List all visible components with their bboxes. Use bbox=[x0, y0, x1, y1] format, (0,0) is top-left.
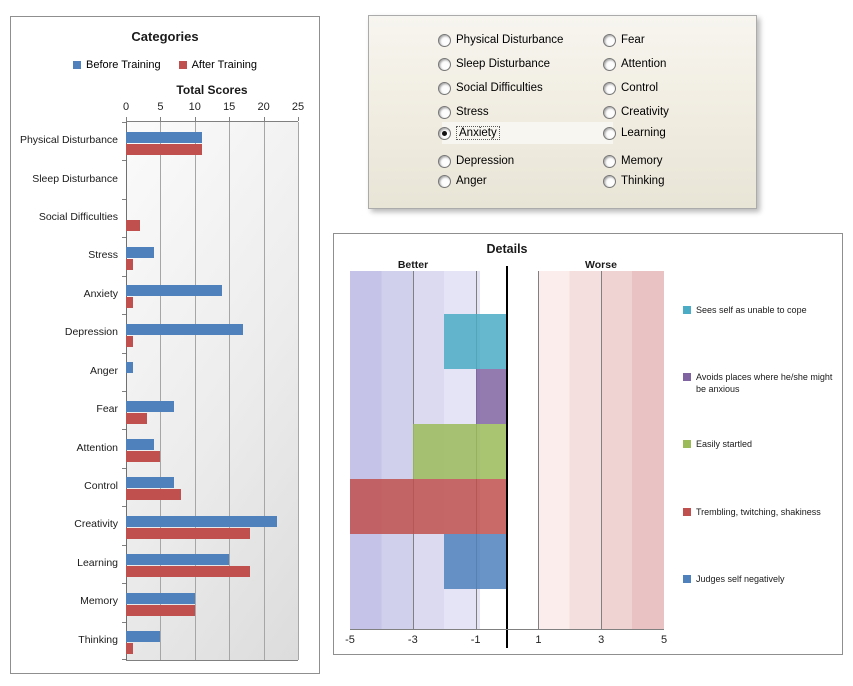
bar-after-training-social-difficulties bbox=[126, 220, 140, 231]
bar-avoids-places-where-he-she-might-be-anxious bbox=[476, 369, 507, 424]
radio-button-icon bbox=[603, 127, 616, 140]
axis-tick-label: 15 bbox=[223, 101, 236, 113]
radio-button-icon bbox=[603, 34, 616, 47]
radio-memory[interactable] bbox=[603, 152, 663, 170]
category-label-thinking: Thinking bbox=[78, 633, 118, 646]
radio-label: Anxiety bbox=[456, 126, 500, 140]
gridline bbox=[538, 271, 539, 629]
bar-after-training-anxiety bbox=[126, 297, 133, 308]
legend-label: Easily startled bbox=[696, 439, 753, 450]
radio-button-icon bbox=[603, 82, 616, 95]
bar-before-training-control bbox=[126, 477, 174, 488]
axis-tick-label: 5 bbox=[157, 101, 164, 113]
bar-after-training-learning bbox=[126, 566, 250, 577]
axis-tick-label: 5 bbox=[660, 634, 668, 646]
radio-label: Anger bbox=[456, 175, 487, 187]
axis-tick bbox=[122, 468, 126, 469]
bar-after-training-creativity bbox=[126, 528, 250, 539]
radio-label: Sleep Disturbance bbox=[456, 58, 550, 70]
radio-fear[interactable] bbox=[603, 31, 645, 49]
axis-tick-label: 3 bbox=[598, 634, 605, 646]
bar-after-training-thinking bbox=[126, 643, 133, 654]
bar-before-training-anger bbox=[126, 362, 133, 373]
bar-easily-startled bbox=[413, 424, 507, 479]
category-label-sleep-disturbance: Sleep Disturbance bbox=[32, 172, 118, 185]
bar-after-training-control bbox=[126, 489, 181, 500]
radio-selected-dot bbox=[442, 131, 447, 136]
axis-tick-label: -1 bbox=[470, 634, 481, 646]
legend-label: Sees self as unable to cope bbox=[696, 305, 807, 315]
category-label-depression: Depression bbox=[64, 326, 118, 339]
legend-swatch-icon bbox=[683, 306, 691, 314]
gridline bbox=[195, 122, 196, 660]
bar-before-training-physical-disturbance bbox=[126, 132, 202, 143]
radio-label: Social Difficulties bbox=[456, 82, 543, 94]
radio-button-icon bbox=[603, 175, 616, 188]
category-label-learning: Learning bbox=[77, 556, 118, 569]
bar-before-training-stress bbox=[126, 247, 154, 258]
legend-label: After Training bbox=[191, 59, 258, 71]
radio-label: Control bbox=[621, 82, 659, 94]
axis-tick bbox=[122, 160, 126, 161]
legend-swatch-icon bbox=[683, 440, 691, 448]
x-axis-labels bbox=[122, 101, 305, 115]
radio-anxiety[interactable] bbox=[438, 124, 500, 142]
axis-tick bbox=[122, 314, 126, 315]
radio-button-icon bbox=[603, 106, 616, 119]
radio-button-icon bbox=[438, 82, 451, 95]
bar-before-training-thinking bbox=[126, 631, 160, 642]
axis-tick bbox=[122, 199, 126, 200]
legend-label: Avoids places where he/she might be anxious bbox=[696, 372, 833, 395]
radio-label: Creativity bbox=[621, 106, 669, 118]
axis-tick bbox=[122, 429, 126, 430]
bar-after-training-fear bbox=[126, 413, 147, 424]
legend-label: Trembling, twitching, shakiness bbox=[696, 506, 821, 517]
bar-after-training-stress bbox=[126, 259, 133, 270]
legend-item-before-training bbox=[73, 59, 161, 71]
legend-item-avoids-places-where-he-she-might-be-anxious bbox=[683, 371, 837, 395]
legend-swatch-icon bbox=[179, 61, 187, 69]
axis-tick bbox=[122, 545, 126, 546]
bar-before-training-creativity bbox=[126, 516, 277, 527]
axis-tick-label: 10 bbox=[188, 101, 201, 113]
gridline bbox=[126, 122, 127, 660]
category-label-control: Control bbox=[84, 480, 118, 493]
bar-sees-self-as-unable-to-cope bbox=[444, 314, 507, 369]
legend-item-easily-startled bbox=[683, 438, 837, 450]
radio-thinking[interactable] bbox=[603, 172, 664, 190]
axis-tick bbox=[122, 391, 126, 392]
gridline bbox=[601, 271, 602, 629]
category-axis-labels bbox=[13, 121, 122, 659]
chart-title: Categories bbox=[131, 29, 199, 44]
category-label-creativity: Creativity bbox=[74, 518, 118, 531]
category-selector-panel bbox=[368, 15, 757, 209]
axis-title: Total Scores bbox=[176, 83, 248, 97]
categories-chart-panel bbox=[10, 16, 320, 674]
legend-swatch-icon bbox=[683, 575, 691, 583]
radio-attention[interactable] bbox=[603, 55, 666, 73]
radio-button-icon bbox=[438, 175, 451, 188]
axis-tick bbox=[264, 117, 265, 121]
legend-item-after-training bbox=[179, 59, 257, 71]
radio-control[interactable] bbox=[603, 79, 658, 97]
radio-social-difficulties[interactable] bbox=[438, 79, 543, 97]
category-label-anger: Anger bbox=[89, 364, 118, 377]
details-chart-panel bbox=[333, 233, 843, 655]
radio-button-icon bbox=[438, 106, 451, 119]
axis-tick bbox=[122, 583, 126, 584]
chart-legend bbox=[11, 59, 319, 71]
radio-button-icon bbox=[603, 58, 616, 71]
radio-label: Memory bbox=[621, 155, 663, 167]
radio-button-icon bbox=[438, 127, 451, 140]
radio-button-icon bbox=[438, 34, 451, 47]
bar-before-training-attention bbox=[126, 439, 154, 450]
legend-item-judges-self-negatively bbox=[683, 573, 837, 585]
gridline bbox=[160, 122, 161, 660]
worse-zone-label: Worse bbox=[585, 259, 617, 271]
radio-button-icon bbox=[438, 58, 451, 71]
chart-title: Details bbox=[486, 242, 528, 256]
bar-trembling-twitching-shakiness bbox=[350, 479, 507, 534]
axis-tick bbox=[122, 659, 126, 660]
axis-tick-label: 20 bbox=[257, 101, 270, 113]
axis-tick-label: 25 bbox=[291, 101, 305, 113]
radio-label: Depression bbox=[456, 155, 515, 167]
radio-anger[interactable] bbox=[438, 172, 487, 190]
legend-item-sees-self-as-unable-to-cope bbox=[683, 304, 837, 316]
radio-creativity[interactable] bbox=[603, 103, 669, 121]
axis-tick bbox=[122, 506, 126, 507]
zero-axis-line bbox=[506, 266, 508, 648]
radio-button-icon bbox=[603, 155, 616, 168]
bar-before-training-depression bbox=[126, 324, 243, 335]
legend-swatch-icon bbox=[683, 373, 691, 381]
bar-before-training-anxiety bbox=[126, 285, 222, 296]
bar-before-training-fear bbox=[126, 401, 174, 412]
axis-tick bbox=[122, 353, 126, 354]
bar-after-training-attention bbox=[126, 451, 160, 462]
radio-label: Physical Disturbance bbox=[456, 34, 564, 46]
radio-label: Thinking bbox=[621, 175, 665, 187]
legend-item-trembling-twitching-shakiness bbox=[683, 506, 837, 518]
axis-tick bbox=[160, 117, 161, 121]
radio-sleep-disturbance[interactable] bbox=[438, 55, 550, 73]
category-label-fear: Fear bbox=[96, 403, 118, 416]
x-axis-line bbox=[350, 629, 664, 630]
radio-label: Attention bbox=[621, 58, 667, 70]
plot-area bbox=[345, 271, 668, 646]
axis-tick-label: -5 bbox=[345, 634, 355, 646]
axis-tick bbox=[229, 117, 230, 121]
axis-tick bbox=[122, 276, 126, 277]
radio-physical-disturbance[interactable] bbox=[438, 31, 563, 49]
bar-before-training-learning bbox=[126, 554, 229, 565]
axis-tick bbox=[195, 117, 196, 121]
legend-swatch-icon bbox=[73, 61, 81, 69]
category-label-anxiety: Anxiety bbox=[83, 287, 118, 300]
category-label-stress: Stress bbox=[88, 249, 118, 262]
gridline bbox=[298, 122, 299, 660]
legend-label: Judges self negatively bbox=[696, 573, 785, 584]
axis-tick-label: 0 bbox=[122, 101, 130, 113]
bar-after-training-physical-disturbance bbox=[126, 144, 202, 155]
legend-label: Before Training bbox=[85, 59, 161, 71]
axis-tick-label: -3 bbox=[407, 634, 418, 646]
axis-tick-label: 1 bbox=[535, 634, 542, 646]
category-label-memory: Memory bbox=[80, 595, 118, 608]
legend-swatch-icon bbox=[683, 508, 691, 516]
radio-stress[interactable] bbox=[438, 103, 489, 121]
axis-tick bbox=[122, 237, 126, 238]
axis-tick bbox=[122, 122, 126, 123]
radio-label: Stress bbox=[456, 106, 489, 118]
radio-learning[interactable] bbox=[603, 124, 666, 142]
category-label-social-difficulties: Social Difficulties bbox=[38, 211, 118, 224]
axis-tick bbox=[122, 622, 126, 623]
axis-tick bbox=[298, 117, 299, 121]
better-zone-label: Better bbox=[397, 259, 429, 271]
category-label-attention: Attention bbox=[76, 441, 118, 454]
gridline bbox=[264, 122, 265, 660]
bar-after-training-depression bbox=[126, 336, 133, 347]
bar-after-training-memory bbox=[126, 605, 195, 616]
radio-label: Learning bbox=[621, 127, 666, 139]
bar-judges-self-negatively bbox=[444, 534, 507, 589]
plot-area bbox=[126, 121, 298, 661]
category-label-physical-disturbance: Physical Disturbance bbox=[19, 134, 118, 147]
gridline bbox=[229, 122, 230, 660]
radio-depression[interactable] bbox=[438, 152, 514, 170]
radio-label: Fear bbox=[621, 34, 645, 46]
radio-button-icon bbox=[438, 155, 451, 168]
axis-tick bbox=[126, 117, 127, 121]
bar-before-training-memory bbox=[126, 593, 195, 604]
